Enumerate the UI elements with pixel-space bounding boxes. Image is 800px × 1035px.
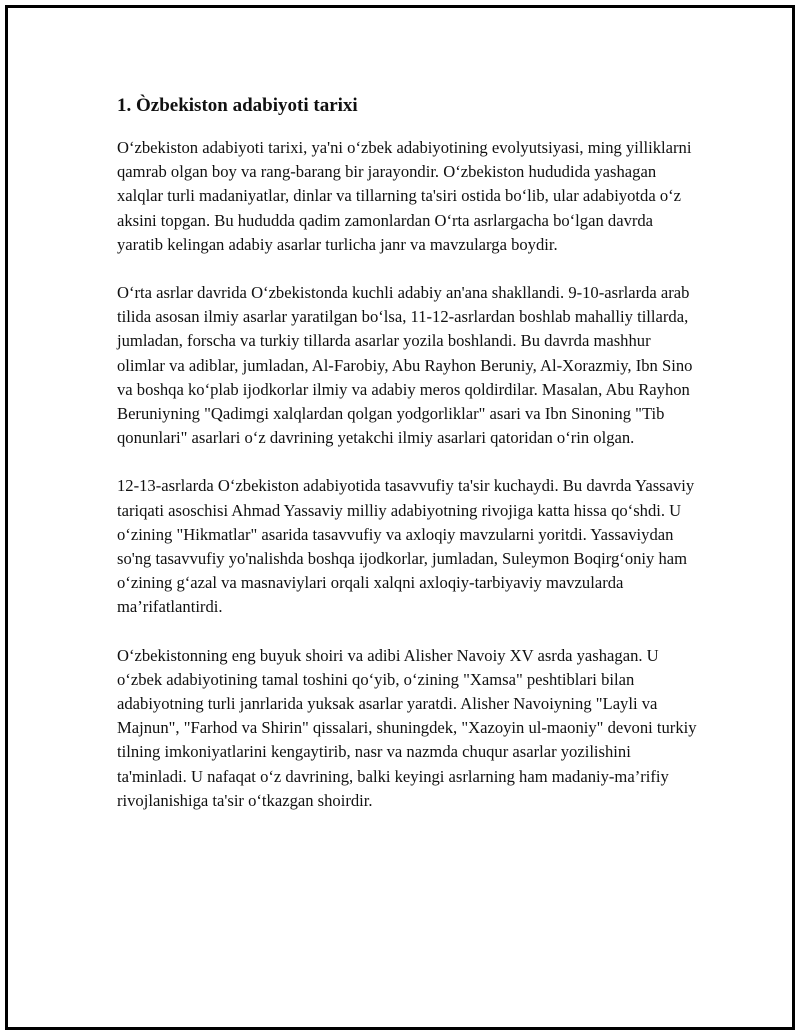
paragraph-3: 12-13-asrlarda O‘zbekiston adabiyotida tasavvufiy ta'sir kuchaydi. Bu davrda Yassaviy tariqati asoschisi Ahmad Yassaviy milliy adabiyotning rivojiga katta hissa qo‘shdi. U o‘zining "Hikmatlar" asarida tasavvufiy va axloqiy mavzularni yoritdi. Yassaviydan so'ng tasavvufiy yo'nalishda boshqa ijodkorlar, jumladan, Suleymon Boqirg‘oniy ham o‘zining g‘azal va masnaviylari orqali xalqni axloqiy-tarbiyaviy mavzularda ma’rifatlantirdi. (117, 476, 695, 617)
paragraph-1: O‘zbekiston adabiyoti tarixi, ya'ni o‘zbek adabiyotining evolyutsiyasi, ming yilliklarni qamrab olgan boy va rang-barang bir jarayondir. O‘zbekiston hududida yashagan xalqlar turli madaniyatlar, dinlar va tillarning ta'siri ostida bo‘lib, ular adabiyotda o‘z aksini topgan. Bu hududda qadim zamonlardan O‘rta asrlargacha bo‘lgan davrda yaratib kelingan adabiy asarlar turlicha janr va mavzularga boydir. (117, 138, 692, 254)
page-title: 1. Òzbekiston adabiyoti tarixi (117, 95, 358, 116)
paragraph-4: O‘zbekistonning eng buyuk shoiri va adibi Alisher Navoiy XV asrda yashagan. U o‘zbek adabiyotining tamal toshini qo‘yib, o‘zining "Xamsa" peshtiblari bilan adabiyotning turli janrlarida yuksak asarlar yaratdi. Alisher Navoiyning "Layli va Majnun", "Farhod va Shirin" qissalari, shuningdek, "Xazoyin ul-maoniy" devoni turkiy tilning imkoniyatlarini kengaytirib, nasr va nazmda chuqur asarlar yozilishini ta'minladi. U nafaqat o‘z davrining, balki keyingi asrlarning ham madaniy-ma’rifiy rivojlanishiga ta'sir o‘tkazgan shoirdir. (117, 645, 697, 810)
paragraph-2: O‘rta asrlar davrida O‘zbekistonda kuchli adabiy an'ana shakllandi. 9-10-asrlarda arab tilida asosan ilmiy asarlar yaratilgan bo‘lsa, 11-12-asrlardan boshlab mahalliy tillarda, jumladan, forscha va turkiy tillarda asarlar yozila boshlandi. Bu davrda mashhur olimlar va adiblar, jumladan, Al-Farobiy, Abu Rayhon Beruniy, Al-Xorazmiy, Ibn Sino va boshqa ko‘plab ijodkorlar ilmiy va adabiy meros qoldirdilar. Masalan, Abu Rayhon Beruniyning "Qadimgi xalqlardan qolgan yodgorliklar" asari va Ibn Sinoning "Tib qonunlari" asarlari o‘z davrining yetakchi ilmiy asarlari qatoridan o‘rin olgan. (117, 283, 693, 448)
document-body (117, 92, 697, 837)
